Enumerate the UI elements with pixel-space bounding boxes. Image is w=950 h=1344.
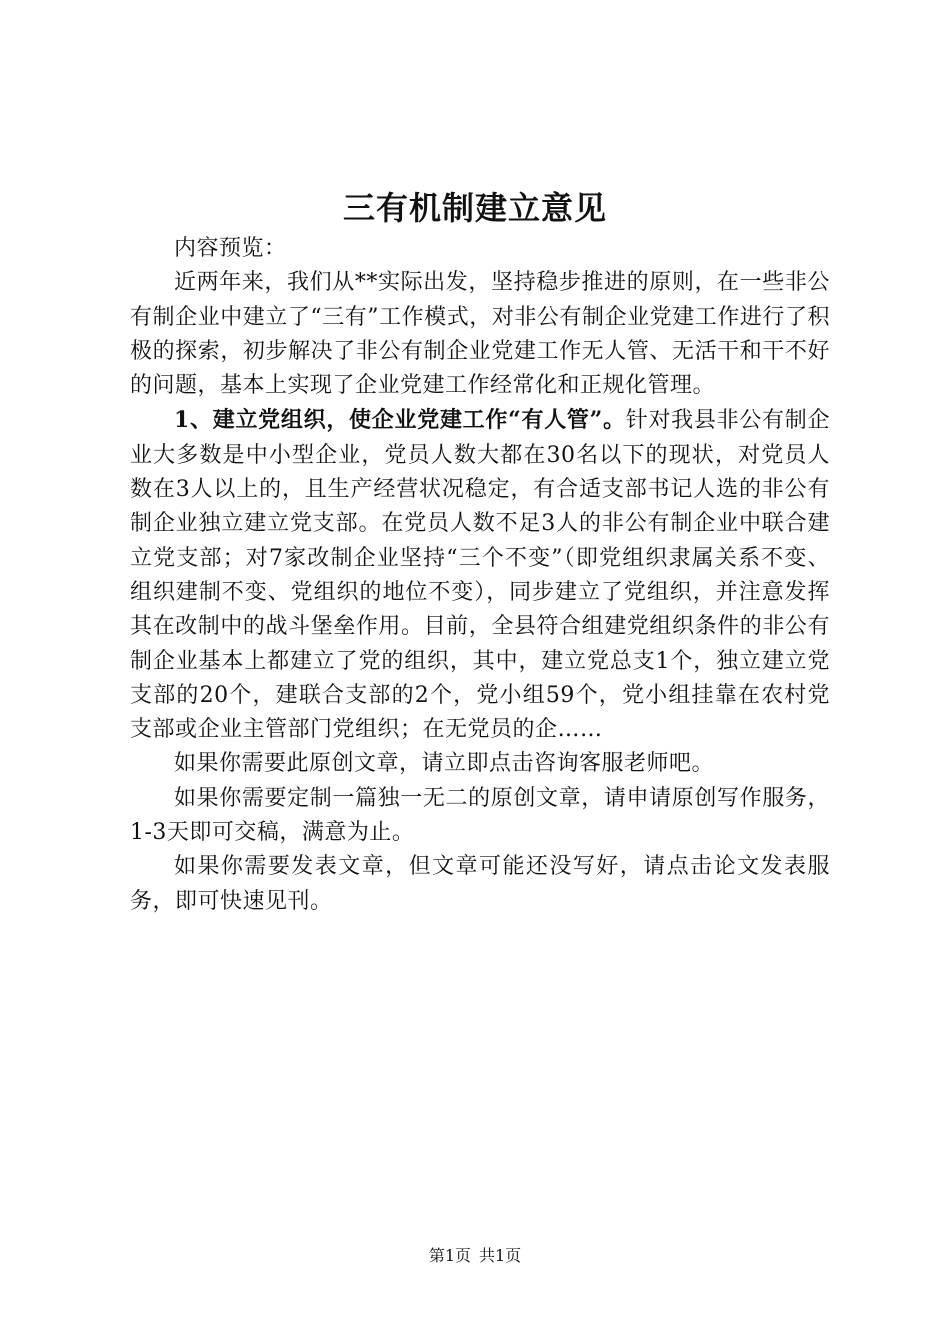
section-1-heading: 1、建立党组织，使企业党建工作“有人管”。: [174, 407, 626, 434]
document-body: [130, 232, 830, 919]
page-footer: [0, 1244, 950, 1268]
preview-label: 内容预览：: [174, 236, 287, 261]
section-1-body: 针对我县非公有制企业大多数是中小型企业，党员人数大都在30名以下的现状，对党员人数在3人以上的，且生产经营状况稳定，有合适支部书记人选的非公有制企业独立建立党支部。在党员人数不足3人的非公有制企业中联合建立党支部；对7家改制企业坚持“三个不变”（即党组织隶属关系不变、组织建制不变、党组织的地位不变），同步建立了党组织，并注意发挥其在改制中的战斗堡垒作用。目前，全县符合组建党组织条件的非公有制企业基本上都建立了党的组织，其中，建立党总支1个，独立建立党支部的20个，建联合支部的2个，党小组59个，党小组挂靠在农村党支部或企业主管部门党组织；在无党员的企……: [130, 408, 830, 743]
promo-publishing-paragraph: 如果你需要发表文章，但文章可能还没写好，请点击论文发表服务，即可快速见刊。: [130, 854, 830, 914]
section-1-paragraph: [130, 403, 830, 747]
promo-consult-paragraph: 如果你需要此原创文章，请立即点击咨询客服老师吧。: [174, 751, 715, 777]
promo-custom-writing-paragraph: 如果你需要定制一篇独一无二的原创文章，请申请原创写作服务，1-3天即可交稿，满意为止。: [130, 785, 830, 846]
document-title: 三有机制建立意见: [342, 189, 607, 227]
intro-paragraph: 近两年来，我们从**实际出发，坚持稳步推进的原则，在一些非公有制企业中建立了“三有”工作模式，对非公有制企业党建工作进行了积极的探索，初步解决了非公有制企业党建工作无人管、无活干和干不好的问题，基本上实现了企业党建工作经常化和正规化管理。: [130, 270, 830, 399]
page-number: 第1页: [428, 1246, 471, 1265]
page-total: 共1页: [479, 1246, 522, 1265]
